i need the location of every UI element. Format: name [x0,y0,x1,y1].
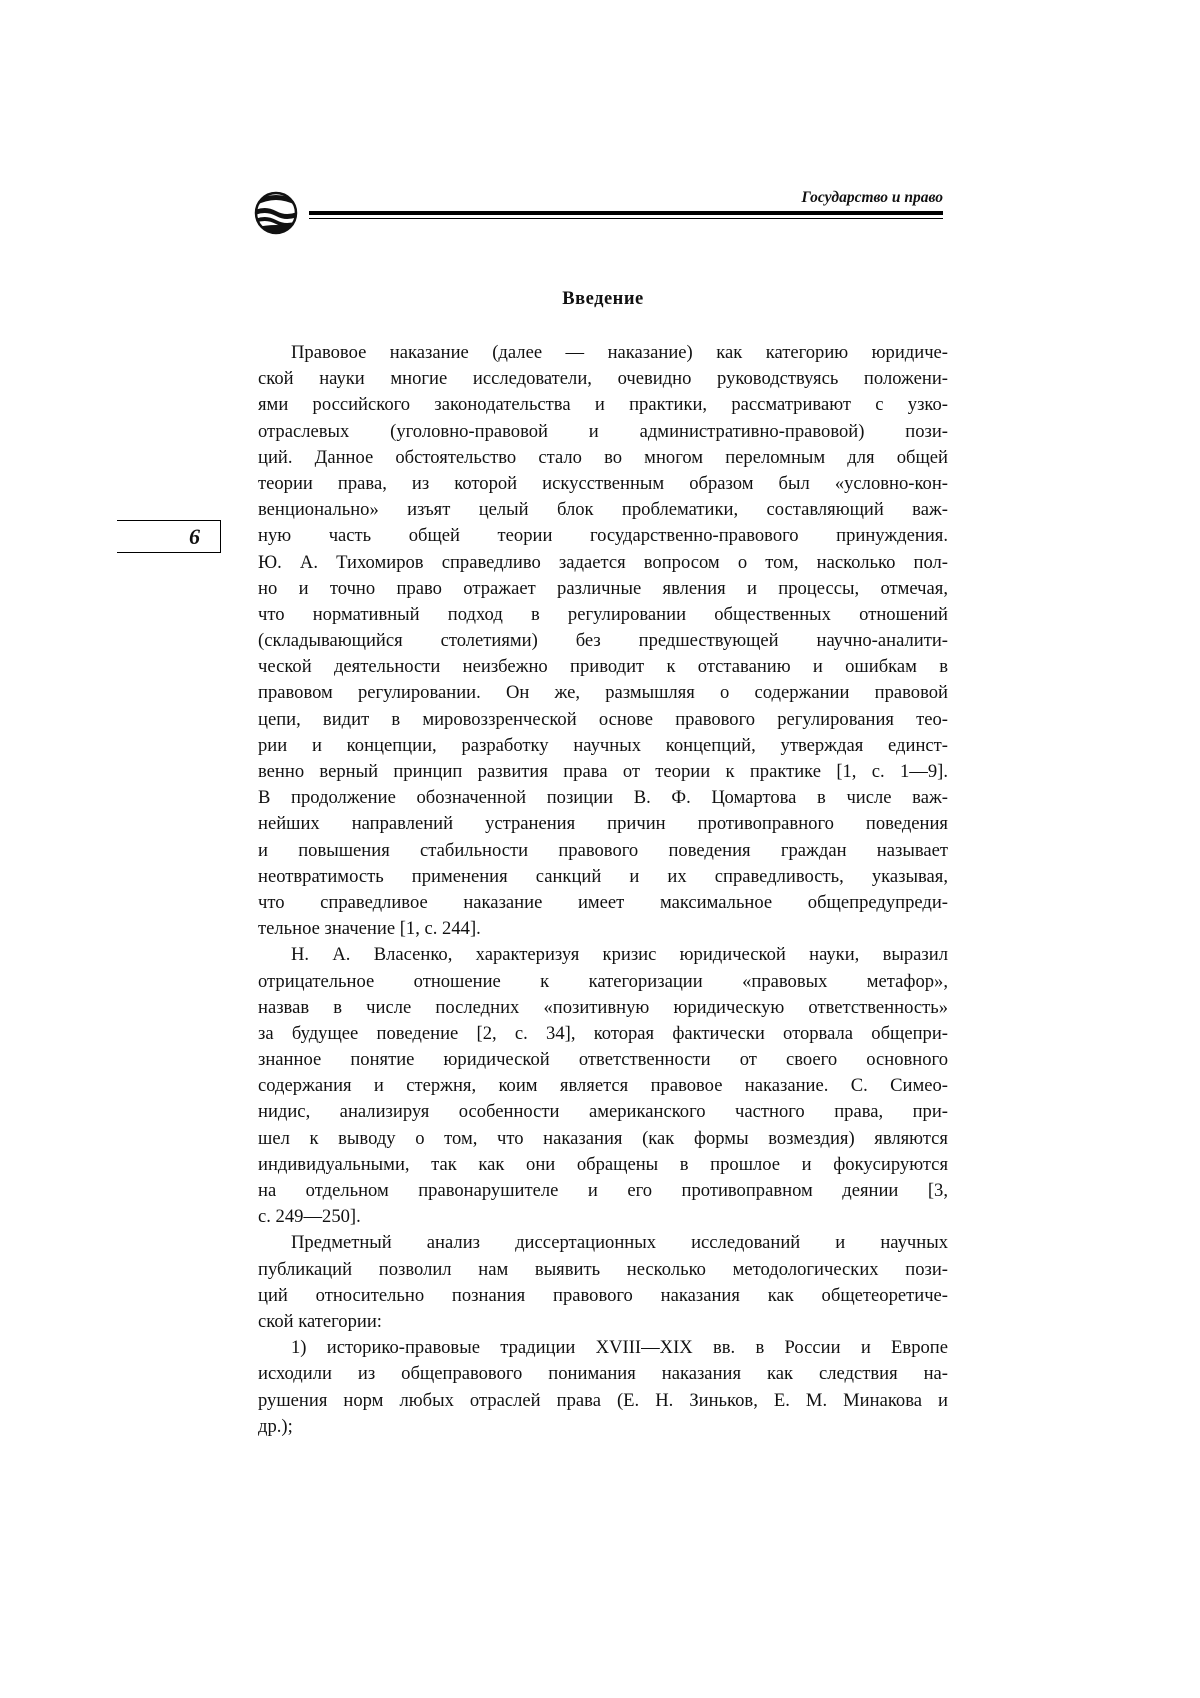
text-line: ями российского законодательства и практики, рассматривают с узко- [258,394,948,416]
text-line: на отдельном правонарушителе и его противоправном деянии [3, [258,1180,948,1201]
text-line: В продолжение обозначенной позиции В. Ф. Цомартова в числе важ- [258,787,948,809]
text-line: исходили из общеправового понимания наказания как следствия на- [258,1363,948,1385]
text-line: нейших направлений устранения причин противоправного поведения [258,813,948,835]
text-line: с. 249—250]. [258,1206,361,1228]
text-line: шел к выводу о том, что наказания (как формы возмездия) являются [258,1127,948,1149]
text-line: назвав в числе последних «позитивную юридическую ответственность» [258,996,948,1018]
text-line: теории права, из которой искусственным образом был «условно-кон- [258,472,948,494]
text-line: Н. А. Власенко, характеризуя кризис юридической науки, выразил [291,944,948,966]
text-line: рушения норм любых отраслей права (Е. Н. Зиньков, Е. М. Минакова и [258,1389,948,1411]
text-line: цепи, видит в мировоззренческой основе правового регулирования тео- [258,708,948,730]
text-line: тельное значение [1, с. 244]. [258,918,481,940]
text-line: (складывающийся столетиями) без предшествующей научно-аналити- [258,630,948,652]
text-line: др.); [258,1415,293,1437]
text-line: но и точно право отражает различные явления и процессы, отмечая, [258,577,948,599]
header-rule-thin [309,218,943,219]
page-number-box [117,520,221,553]
section-title: Введение [562,289,644,309]
waves-emblem-icon [253,191,305,235]
running-title: Государство и право [801,189,943,206]
text-line: ческой деятельности неизбежно приводит к отставанию и ошибкам в [258,656,948,678]
text-line: ций относительно познания правового наказания как общетеоретиче- [258,1284,948,1306]
text-line: что нормативный подход в регулировании общественных отношений [258,603,948,625]
text-line: отрицательное отношение к категоризации «правовых метафор», [258,970,948,992]
running-header [253,183,943,245]
text-line: ную часть общей теории государственно-правового принуждения. [258,525,948,547]
text-line: Предметный анализ диссертационных исследований и научных [291,1232,948,1254]
text-line: публикаций позволил нам выявить несколько методологических пози- [258,1258,948,1280]
text-line: правовом регулировании. Он же, размышляя о содержании правовой [258,682,948,704]
text-line: нидис, анализируя особенности американского частного права, при- [258,1101,948,1123]
text-line: и повышения стабильности правового поведения граждан называет [258,839,948,861]
text-line: 1) историко-правовые традиции XVIII—XIX вв. в России и Европе [291,1337,948,1359]
text-line: ций. Данное обстоятельство стало во многом переломным для общей [258,446,948,468]
header-rule-thick [309,211,943,215]
text-line: венно верный принцип развития права от теории к практике [1, с. 1—9]. [258,761,948,782]
text-line: ской науки многие исследователи, очевидно руководствуясь положени- [258,368,948,390]
body-text [258,340,948,1440]
text-line: что справедливое наказание имеет максимальное общепредупреди- [258,891,948,913]
page-number: 6 [189,524,200,549]
text-line: Ю. А. Тихомиров справедливо задается вопросом о том, насколько пол- [258,551,948,573]
text-line: отраслевых (уголовно-правовой и административно-правовой) пози- [258,420,948,442]
text-line: ской категории: [258,1310,382,1332]
text-line: Правовое наказание (далее — наказание) как категорию юридиче- [291,342,948,363]
text-line: индивидуальными, так как они обращены в прошлое и фокусируются [258,1153,948,1175]
text-line: неотвратимость применения санкций и их справедливость, указывая, [258,865,948,887]
text-line: рии и концепции, разработку научных концепций, утверждая единст- [258,734,948,756]
text-line: венционально» изъят целый блок проблематики, составляющий важ- [258,499,948,521]
text-line: содержания и стержня, коим является правовое наказание. С. Симео- [258,1075,948,1097]
text-line: за будущее поведение [2, с. 34], которая фактически оторвала общепри- [258,1022,948,1044]
text-line: знанное понятие юридической ответственности от своего основного [258,1049,948,1071]
